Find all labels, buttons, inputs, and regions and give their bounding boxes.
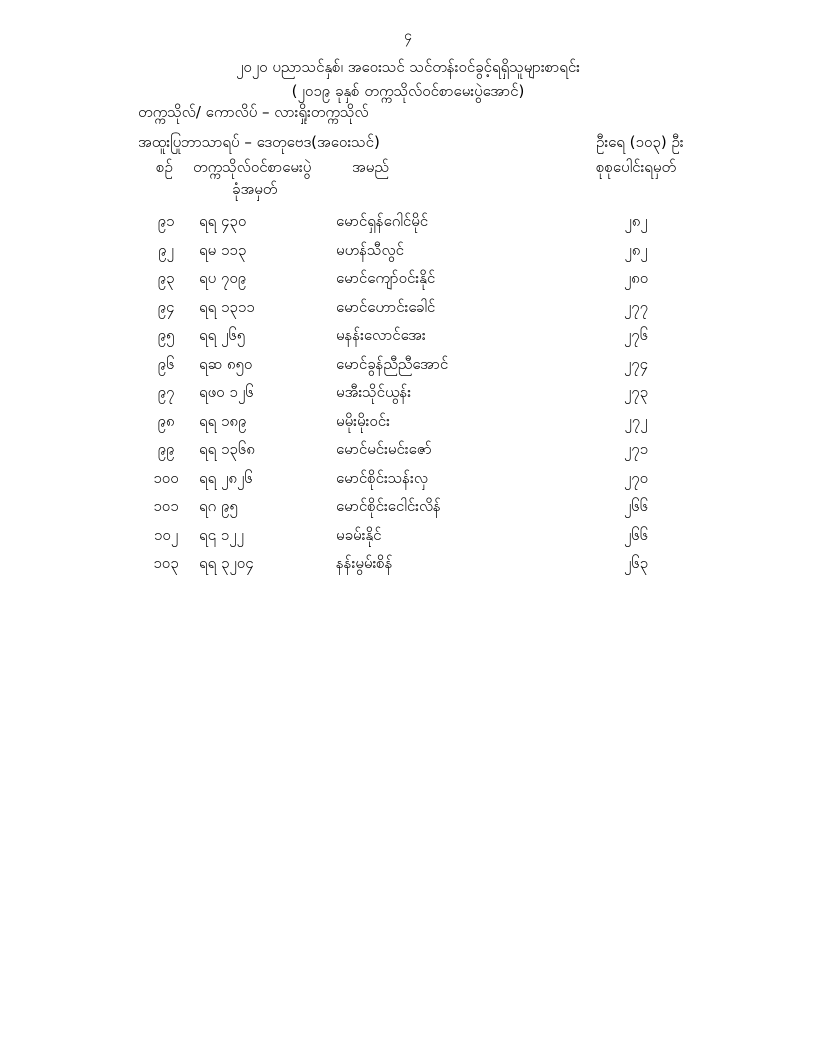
marks-cell: ၂၇၄ bbox=[623, 354, 649, 373]
marks-cell: ၂၈၂ bbox=[624, 240, 648, 259]
roll-cell: ရရ ၂၈၂၆ bbox=[199, 468, 253, 487]
document-title: ၂၀၂၀ ပညာသင်နှစ်၊ အဝေးသင် သင်တန်းဝင်ခွင့်ရရှိသူများစာရင်း bbox=[236, 58, 580, 76]
serial-cell: ၉၈ bbox=[157, 411, 175, 430]
table-row bbox=[0, 269, 816, 298]
table-row bbox=[0, 554, 816, 583]
name-cell: မောင်ဟောင်းခေါင် bbox=[336, 297, 436, 316]
subject-line: အထူးပြုဘာသာရပ် – ဒေတုဗေဒ(အဝေးသင်) bbox=[138, 133, 380, 151]
roll-cell: ရရ ၁၈၉ bbox=[199, 411, 247, 430]
header-serial: စဉ် bbox=[156, 158, 173, 176]
roll-cell: ရပ ၇၀၉ bbox=[199, 269, 247, 287]
marks-cell: ၂၆၆ bbox=[623, 525, 649, 544]
roll-cell: ရဖ၀ ၁၂၆ bbox=[199, 383, 254, 401]
marks-cell: ၂၇၇ bbox=[623, 297, 649, 316]
roll-cell: ရမ ၁၁၃ bbox=[199, 240, 247, 259]
name-cell: မနန်းလောင်အေး bbox=[336, 326, 426, 344]
table-row bbox=[0, 440, 816, 469]
roll-cell: ရရ ၁၃၁၁ bbox=[199, 297, 255, 316]
roll-cell: ရဆ ၈၅၀ bbox=[199, 354, 253, 373]
table-row bbox=[0, 383, 816, 412]
serial-cell: ၉၂ bbox=[158, 240, 174, 259]
table-row bbox=[0, 355, 816, 384]
header-roll-number-line2: ခုံအမှတ် bbox=[232, 180, 278, 198]
document-subtitle: (၂၀၁၉ ခုနှစ် တက္ကသိုလ်ဝင်စာမေးပွဲအောင်) bbox=[291, 82, 525, 100]
name-cell: နန်းမွမ်းစိန် bbox=[336, 554, 393, 572]
marks-cell: ၂၇၆ bbox=[623, 326, 649, 344]
name-cell: မောင်ကျော်ဝင်းနိုင် bbox=[336, 269, 436, 287]
table-row bbox=[0, 326, 816, 355]
page-number: ၄ bbox=[404, 28, 412, 44]
marks-cell: ၂၇၂ bbox=[624, 411, 648, 430]
name-cell: မောင်မင်းမင်းဇော် bbox=[336, 440, 432, 458]
marks-cell: ၂၆၆ bbox=[623, 497, 649, 515]
header-total-marks: စုစုပေါင်းရမှတ် bbox=[596, 158, 677, 176]
name-cell: မအီးသိုင်ယွန်း bbox=[336, 383, 412, 401]
name-cell: မောင်ခွန်ညီညီအောင် bbox=[336, 354, 449, 373]
header-roll-number: တက္ကသိုလ်ဝင်စာမေးပွဲ bbox=[193, 158, 312, 176]
table-row bbox=[0, 469, 816, 498]
marks-cell: ၂၇၃ bbox=[623, 383, 649, 401]
table-row bbox=[0, 298, 816, 327]
serial-cell: ၉၇ bbox=[157, 383, 175, 401]
roll-cell: ရရ ၃၂၀၄ bbox=[199, 554, 254, 572]
table-row bbox=[0, 412, 816, 441]
table-row bbox=[0, 526, 816, 555]
serial-cell: ၁၀၂ bbox=[153, 525, 179, 544]
roll-cell: ရရ ၁၃၆၈ bbox=[199, 440, 255, 458]
marks-cell: ၂၈၂ bbox=[624, 212, 648, 230]
name-cell: မခမ်းနိုင် bbox=[336, 525, 382, 544]
serial-cell: ၁၀၃ bbox=[153, 554, 179, 572]
roll-cell: ရရ ၄၃၀ bbox=[199, 212, 247, 230]
header-name: အမည် bbox=[352, 158, 389, 176]
serial-cell: ၉၃ bbox=[157, 269, 175, 287]
serial-cell: ၉၆ bbox=[157, 354, 175, 373]
serial-cell: ၉၄ bbox=[157, 297, 175, 316]
university-line: တက္ကသိုလ်/ ကောလိပ် – လားရှိုးတက္ကသိုလ် bbox=[138, 103, 369, 121]
name-cell: မောင်စိုင်းသန်းလှ bbox=[336, 468, 428, 487]
marks-cell: ၂၇၀ bbox=[623, 468, 649, 487]
name-cell: မဟန်သီလွင် bbox=[336, 240, 404, 259]
serial-cell: ၉၁ bbox=[157, 212, 175, 230]
student-list bbox=[0, 212, 816, 583]
name-cell: မောင်စိုင်းငေါင်းလိန် bbox=[336, 497, 441, 515]
table-row bbox=[0, 241, 816, 270]
name-cell: မောင်ရှန်ဂေါင်မိုင် bbox=[336, 212, 429, 230]
serial-cell: ၁၀၀ bbox=[153, 468, 179, 487]
roll-cell: ရရ ၂၆၅ bbox=[199, 326, 246, 344]
total-count: ဦးရေ (၁၀၃) ဦး bbox=[596, 133, 684, 151]
serial-cell: ၉၅ bbox=[157, 326, 175, 344]
table-row bbox=[0, 212, 816, 241]
marks-cell: ၂၇၁ bbox=[623, 440, 649, 458]
table-row bbox=[0, 497, 816, 526]
name-cell: မမိုးမိုးဝင်း bbox=[336, 411, 390, 430]
marks-cell: ၂၈၀ bbox=[623, 269, 649, 287]
roll-cell: ရ၎ ၁၂၂ bbox=[199, 525, 244, 544]
roll-cell: ရဂ ၉၅ bbox=[199, 497, 238, 515]
serial-cell: ၁၀၁ bbox=[153, 497, 179, 515]
serial-cell: ၉၉ bbox=[157, 440, 175, 458]
marks-cell: ၂၆၃ bbox=[623, 554, 649, 572]
